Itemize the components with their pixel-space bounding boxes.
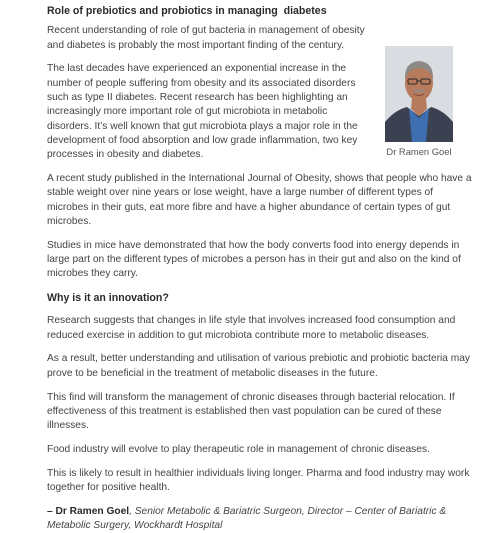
intro-text <box>47 24 367 162</box>
author-photo <box>385 46 453 142</box>
body-paragraph-1: A recent study published in the International Journal of Obesity, shows that people who have a stable weight over nine years or lose weight, have a large number of different types of microbes in their guts, eat more fibre and have a higher abundance of certain types of gut microbes. <box>47 172 472 227</box>
innovation-paragraph-4: Food industry will evolve to play therapeutic role in management of chronic diseases. <box>47 443 430 455</box>
author-portrait <box>385 46 453 159</box>
innovation-paragraph-5: This is likely to result in healthier individuals living longer. Pharma and food industry may work together for positive health. <box>47 467 470 494</box>
intro-section <box>47 24 474 162</box>
intro-paragraph-2: The last decades have experienced an exponential increase in the number of people suffering from obesity and its associated disorders such as type II diabetes. Recent research has been highlighting an increasingly more important role of gut microbiota in metabolic disorders. It’s well known that gut microbiota plays a major role in the development of food absorption and low grade inflammation, two key processes in obesity and diabetes. <box>47 63 358 161</box>
author-photo-caption: Dr Ramen Goel <box>386 146 452 158</box>
body-paragraph-2: Studies in mice have demonstrated that how the body converts food into energy depends in large part on the different types of microbes a person has in their gut and also on the kind of microbes they carry. <box>47 239 461 280</box>
innovation-paragraph-3: This find will transform the management of chronic diseases through bacterial relocation. If effectiveness of this treatment is established then vast population can be cured of these illnesses. <box>47 391 455 432</box>
author-signature <box>47 505 474 533</box>
innovation-heading: Why is it an innovation? <box>47 292 169 305</box>
intro-paragraph-1: Recent understanding of role of gut bacteria in management of obesity and diabetes is probably the most important finding of the century. <box>47 25 365 51</box>
signature-name: – Dr Ramen Goel <box>47 505 130 517</box>
innovation-paragraph-1: Research suggests that changes in life style that involves increased food consumption and reduced exercise in addition to gut microbiota contribute more to metabolic diseases. <box>47 315 456 341</box>
article-title: Role of prebiotics and probiotics in managing diabetes <box>47 5 327 17</box>
innovation-paragraph-2: As a result, better understanding and utilisation of various prebiotic and probiotic bacteria may prove to be beneficial in the treatment of metabolic diseases in the future. <box>47 353 471 379</box>
signature-role: , Senior Metabolic & Bariatric Surgeon, Director – Center of Bariatric & Metabolic Surgery, Wockhardt Hospital <box>47 505 447 532</box>
